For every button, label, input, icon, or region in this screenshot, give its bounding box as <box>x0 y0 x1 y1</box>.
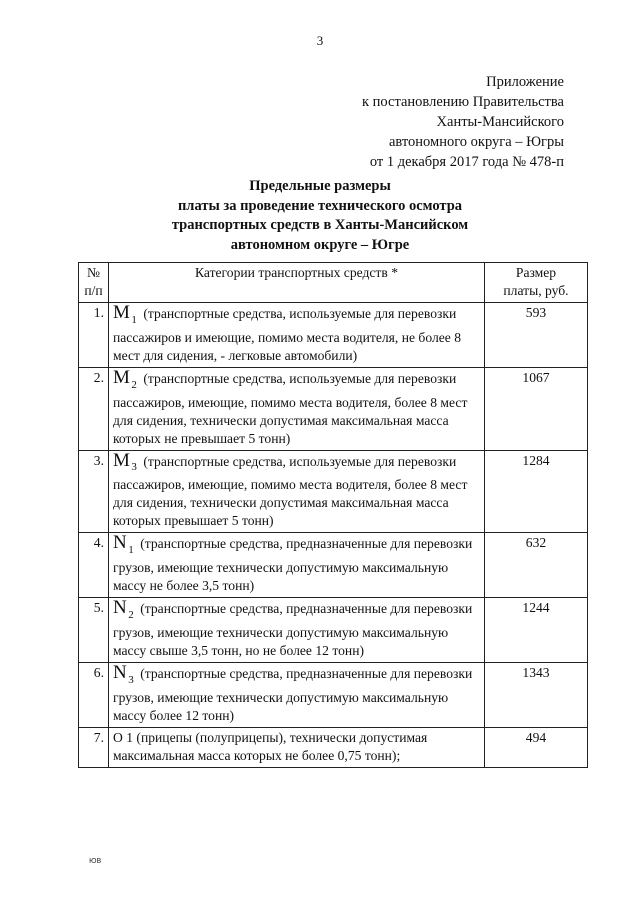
header-fee-line: платы, руб. <box>503 283 569 298</box>
appendix-line: к постановлению Правительства <box>362 94 564 110</box>
table-row <box>79 450 588 533</box>
title-line: автономном округе – Югре <box>230 236 410 253</box>
row-number: 6. <box>79 662 109 727</box>
category-code-letter: M <box>113 302 131 323</box>
category-code <box>113 730 136 745</box>
row-fee: 632 <box>485 533 588 598</box>
category-code <box>113 449 143 474</box>
header-num <box>79 263 109 303</box>
category-code-letter: N <box>113 661 128 683</box>
category-code-subscript: 2 <box>131 378 138 391</box>
category-code-subscript: 3 <box>128 673 135 686</box>
table-row <box>79 533 588 598</box>
row-fee: 593 <box>485 303 588 368</box>
row-category <box>109 598 485 663</box>
category-code-letter: O 1 <box>113 729 134 745</box>
row-fee: 1343 <box>485 662 588 727</box>
row-number: 4. <box>79 533 109 598</box>
row-number: 2. <box>79 367 109 450</box>
row-fee: 494 <box>485 727 588 767</box>
category-code-letter: M <box>113 366 131 388</box>
category-code-subscript: 1 <box>128 544 135 557</box>
title-line: Предельные размеры <box>249 178 391 194</box>
appendix-line: Ханты-Мансийского <box>436 114 564 130</box>
row-category <box>109 662 485 727</box>
header-fee-line: Размер <box>515 265 557 280</box>
category-code-letter: N <box>113 597 128 619</box>
category-description: (транспортные средства, предназначенные для перевозки грузов, имеющие технически допустимую максимальную массу более 12 тонн) <box>113 665 473 723</box>
category-code <box>113 532 140 557</box>
table-row <box>79 598 588 663</box>
appendix-line: Приложение <box>486 74 564 90</box>
footer-mark: ЮВ <box>89 857 102 865</box>
header-category: Категории транспортных средств * <box>109 263 485 303</box>
row-number: 1. <box>79 303 109 368</box>
row-category <box>109 303 485 368</box>
category-description: (транспортные средства, используемые для перевозки пассажиров и имеющие, помимо места водителя, не более 8 мест для сидения, - легковые автомобили) <box>113 306 462 363</box>
category-description: (транспортные средства, используемые для перевозки пассажиров, имеющие, помимо места водителя, более 8 мест для сидения, технически допустимая максимальная масса которых не превышает 5 тонн) <box>113 370 468 446</box>
appendix-line: автономного округа – Югры <box>388 134 564 150</box>
table-row <box>79 662 588 727</box>
table-row <box>79 727 588 767</box>
fee-table-body <box>79 303 588 768</box>
category-code-subscript: 3 <box>131 461 138 474</box>
row-category <box>109 727 485 767</box>
header-num-line: № <box>87 265 100 280</box>
category-code <box>113 302 143 326</box>
category-code-letter: N <box>113 532 128 554</box>
appendix-block <box>362 72 564 172</box>
category-code <box>113 597 140 621</box>
category-code-letter: M <box>113 449 131 471</box>
category-code-subscript: 2 <box>128 608 135 621</box>
row-category <box>109 533 485 598</box>
category-code <box>113 366 143 391</box>
row-number: 7. <box>79 727 109 767</box>
fee-table <box>78 262 588 768</box>
header-num-line: п/п <box>84 283 103 298</box>
title-line: платы за проведение технического осмотра <box>177 197 463 214</box>
row-fee: 1067 <box>485 367 588 450</box>
header-fee <box>485 263 588 303</box>
row-fee: 1284 <box>485 450 588 533</box>
title-line: транспортных средств в Ханты-Мансийском <box>171 217 469 233</box>
category-code-subscript: 1 <box>131 313 138 326</box>
row-category <box>109 450 485 533</box>
row-fee: 1244 <box>485 598 588 663</box>
table-row <box>79 303 588 368</box>
table-header-row <box>79 263 588 303</box>
category-code <box>113 661 140 686</box>
table-row <box>79 367 588 450</box>
page-number: 3 <box>316 33 324 48</box>
document-title <box>0 177 640 255</box>
category-description: (транспортные средства, используемые для перевозки пассажиров, имеющие, помимо места водителя, более 8 мест для сидения, технически допустимая максимальная масса которых превышает 5 тонн) <box>113 453 468 529</box>
category-description: (транспортные средства, предназначенные для перевозки грузов, имеющие технически допустимую максимальную массу свыше 3,5 тонн, но не более 12 тонн) <box>113 601 473 658</box>
row-category <box>109 367 485 450</box>
category-description: (транспортные средства, предназначенные для перевозки грузов, имеющие технически допустимую максимальную массу не более 3,5 тонн) <box>113 536 473 594</box>
appendix-line: от 1 декабря 2017 года № 478-п <box>369 154 564 170</box>
row-number: 5. <box>79 598 109 663</box>
row-number: 3. <box>79 450 109 533</box>
category-description: (прицепы (полуприцепы), технически допустимая максимальная масса которых не более 0,75 тонн); <box>113 729 428 763</box>
